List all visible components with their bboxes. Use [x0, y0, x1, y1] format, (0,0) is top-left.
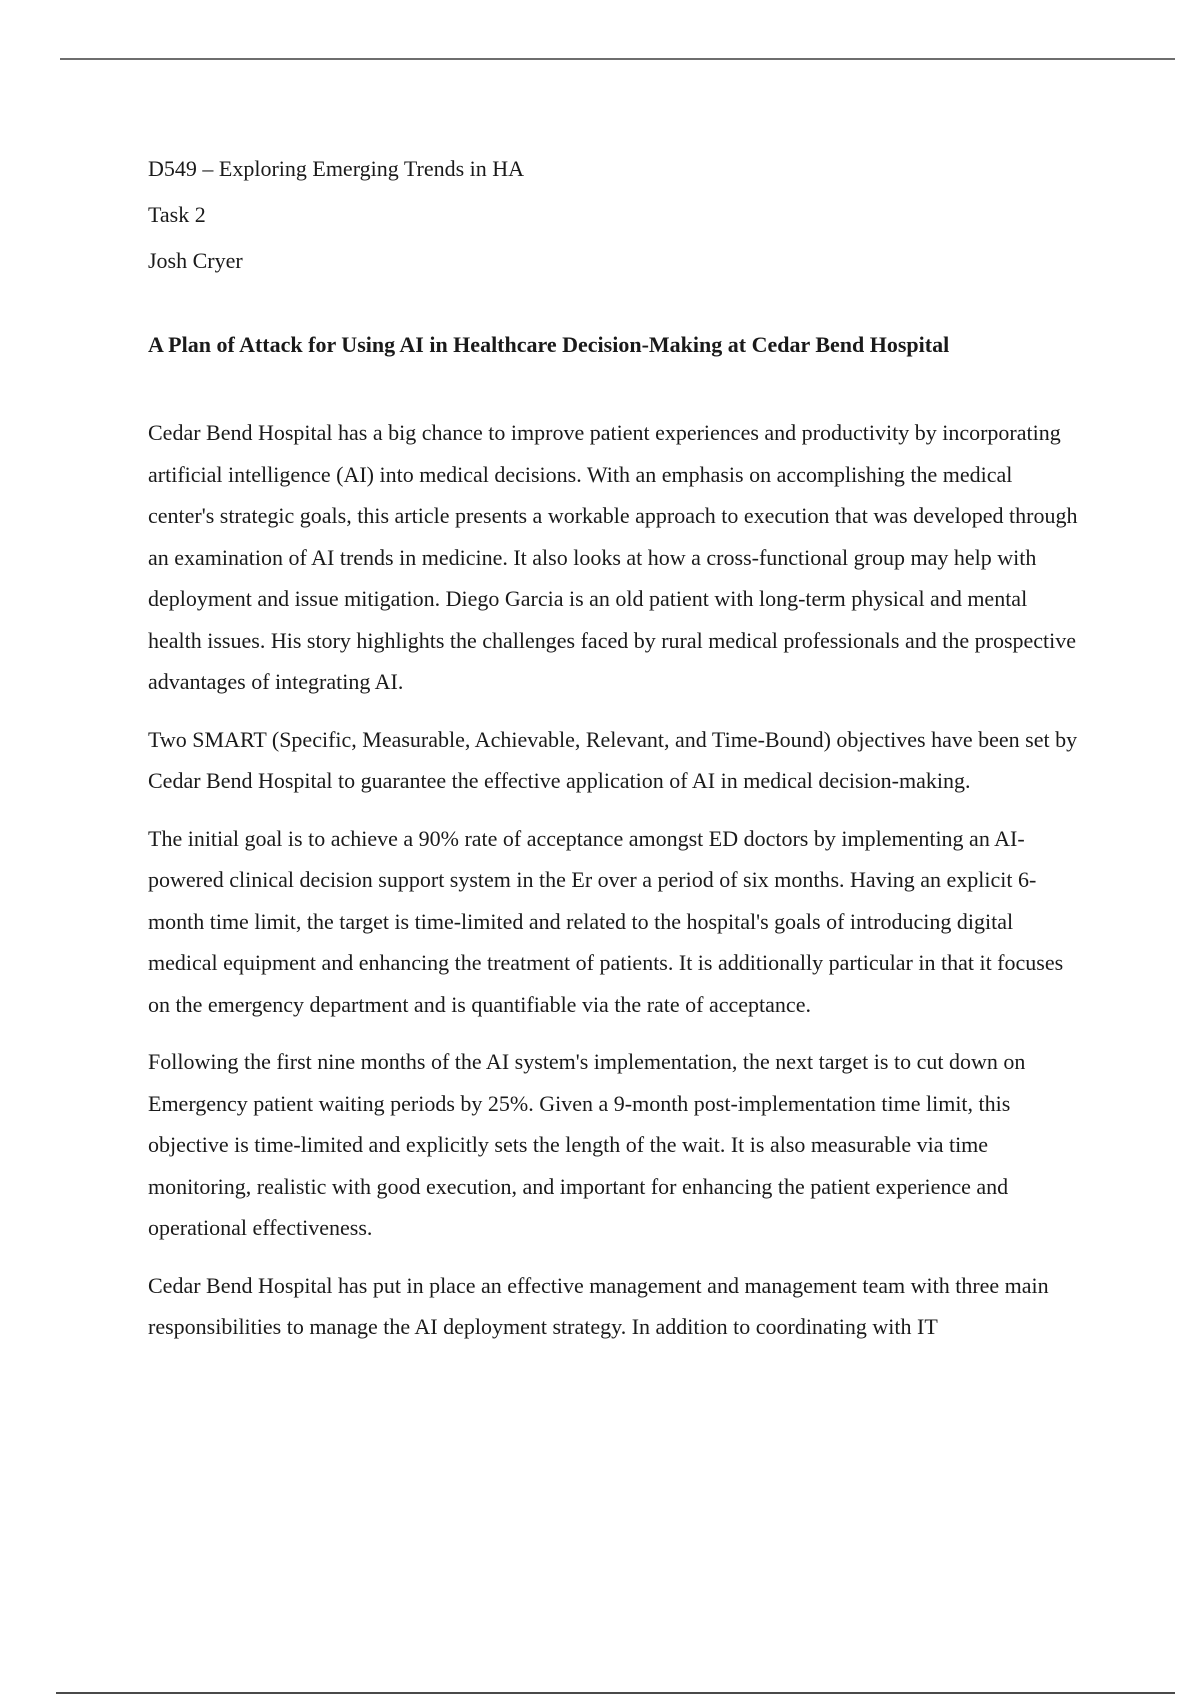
- paragraph-smart-objectives: Two SMART (Specific, Measurable, Achievable, Relevant, and Time-Bound) objectives have been set by Cedar Bend Hospital to guarantee the effective application of AI in medical decision-making.: [148, 726, 1078, 793]
- top-rule: [60, 58, 1175, 60]
- document-body: [148, 412, 1080, 1348]
- author-name: Josh Cryer: [148, 248, 243, 273]
- paragraph-first-goal: The initial goal is to achieve a 90% rate of acceptance amongst ED doctors by implementing an AI-powered clinical decision support system in the Er over a period of six months. Having an explicit 6-month time limit, the target is time-limited and related to the hospital's goals of introducing digital medical equipment and enhancing the treatment of patients. It is additionally particular in that it focuses on the emergency department and is quantifiable via the rate of acceptance.: [148, 825, 1064, 1017]
- course-title: D549 – Exploring Emerging Trends in HA: [148, 156, 525, 181]
- task-label: Task 2: [148, 202, 206, 227]
- document-page: [148, 146, 1080, 1364]
- paragraph-second-goal: Following the first nine months of the AI system's implementation, the next target is to cut down on Emergency patient waiting periods by 25%. Given a 9-month post-implementation time limit, this objective is time-limited and explicitly sets the length of the wait. It is also measurable via time monitoring, realistic with good execution, and important for enhancing the patient experience and operational effectiveness.: [148, 1049, 1026, 1240]
- paragraph-intro: Cedar Bend Hospital has a big chance to improve patient experiences and productivity by incorporating artificial intelligence (AI) into medical decisions. With an emphasis on accomplishing the medical center's strategic goals, this article presents a workable approach to execution that was developed through an examination of AI trends in medicine. It also looks at how a cross-functional group may help with deployment and issue mitigation. Diego Garcia is an old patient with long-term physical and mental health issues. His story highlights the challenges faced by rural medical professionals and the prospective advantages of integrating AI.: [148, 420, 1078, 694]
- document-title: A Plan of Attack for Using AI in Healthcare Decision-Making at Cedar Bend Hospital: [148, 332, 950, 357]
- bottom-rule: [56, 1692, 1175, 1694]
- paragraph-management-team: Cedar Bend Hospital has put in place an effective management and management team with three main responsibilities to manage the AI deployment strategy. In addition to coordinating with IT: [148, 1272, 1049, 1339]
